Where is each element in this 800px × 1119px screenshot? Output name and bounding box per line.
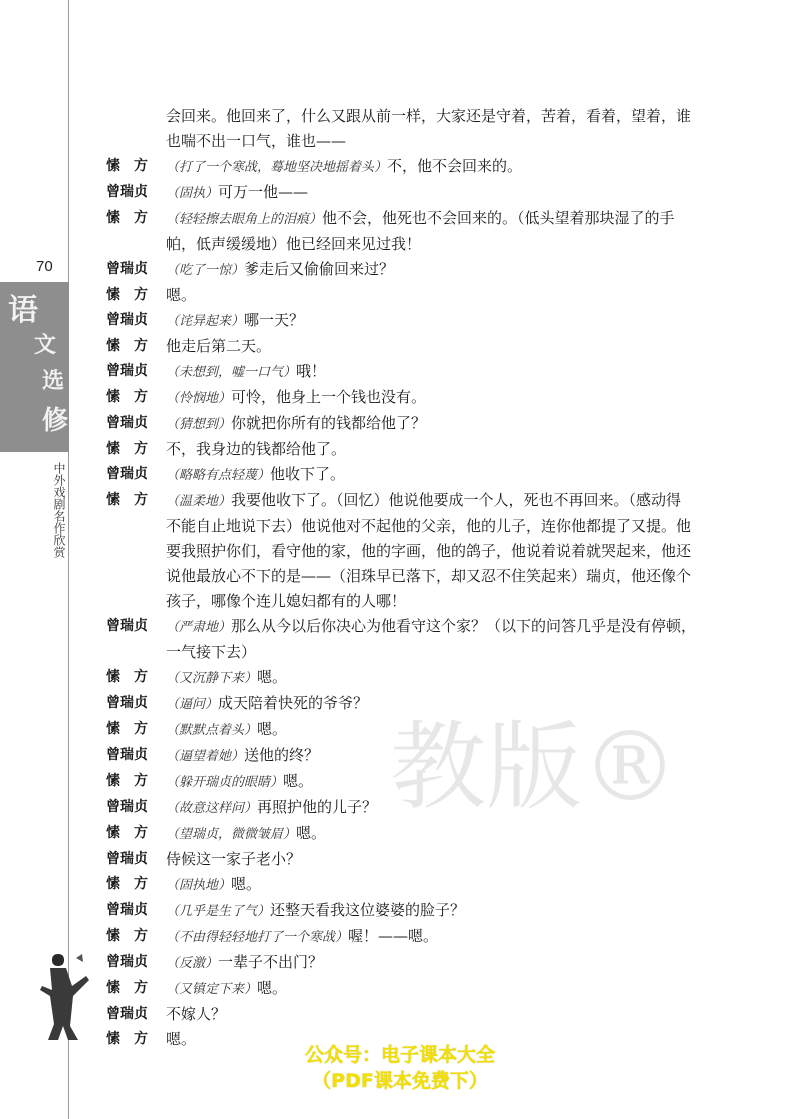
- dialogue-line: [106, 308, 726, 334]
- dialogue-text: [166, 821, 726, 847]
- stage-direction: （固执）: [166, 186, 219, 201]
- stage-direction: （又镇定下来）: [166, 982, 258, 997]
- dialogue-line: [106, 334, 726, 359]
- speaker-name: 曾瑞贞: [106, 799, 148, 815]
- opening-line-1: 会回来。他回来了，什么又跟从前一样，大家还是守着，苦着，看着，望着，谁: [166, 107, 692, 125]
- speaker-name: 愫 方: [106, 287, 148, 303]
- speech: 嗯。: [257, 668, 288, 686]
- speech: 他走后第二天。: [166, 337, 272, 355]
- dialogue-text: [166, 334, 726, 359]
- dialogue-text: [166, 462, 726, 488]
- stage-direction: （略略有点轻蔑）: [166, 468, 271, 483]
- speaker-name: 愫 方: [106, 721, 148, 737]
- dialogue-line: [106, 950, 726, 976]
- speech: 侍候这一家子老小？: [166, 850, 302, 868]
- dialogue-line: [106, 206, 726, 232]
- speech: 嗯。: [166, 1030, 197, 1048]
- speaker-name: 曾瑞贞: [106, 261, 148, 277]
- speech: 喔！——嗯。: [348, 927, 439, 945]
- speech: 我要他收下了。（回忆）他说他要成一个人，死也不再回来。（感动得: [231, 491, 682, 509]
- speech: 可怜，他身上一个钱也没有。: [231, 388, 427, 406]
- speech: 哦！: [296, 362, 327, 380]
- dialogue-line: [106, 411, 726, 437]
- stage-direction: （吃了一惊）: [166, 263, 245, 278]
- speech: 不，我身边的钱都给他了。: [166, 440, 347, 458]
- dialogue-text: [166, 665, 726, 691]
- dialogue-text: [166, 743, 726, 769]
- speech: 嗯。: [257, 979, 288, 997]
- stage-direction: （逼问）: [166, 697, 219, 712]
- dialogue-text: [166, 691, 726, 717]
- stage-direction: （反激）: [166, 956, 219, 971]
- speaker-name: 愫 方: [106, 492, 148, 508]
- continuation-line: 说他最放心不下的是——（泪珠早已落下，却又忍不住笑起来）瑞贞，他还像个: [166, 567, 692, 585]
- dialogue-line: [106, 847, 726, 872]
- speaker-name: 曾瑞贞: [106, 1006, 148, 1022]
- stage-direction: （逼望着她）: [166, 749, 245, 764]
- stage-direction: （躲开瑞贞的眼睛）: [166, 775, 284, 790]
- speaker-name: 愫 方: [106, 669, 148, 685]
- speaker-name: 愫 方: [106, 928, 148, 944]
- speech: 他收下了。: [270, 465, 346, 483]
- tab-char-3: 选: [42, 368, 65, 394]
- dialogue-line: [106, 924, 726, 950]
- dialogue-text: [166, 308, 726, 334]
- script-body: [106, 104, 726, 1052]
- speaker-name: 曾瑞贞: [106, 954, 148, 970]
- dialogue-text: [166, 614, 726, 640]
- dialogue-line: [106, 821, 726, 847]
- dialogue-text: [166, 180, 726, 206]
- dialogue-line: [106, 257, 726, 283]
- speech: 送他的终？: [244, 746, 320, 764]
- speaker-name: 曾瑞贞: [106, 466, 148, 482]
- speaker-name: 愫 方: [106, 389, 148, 405]
- dialogue-line: [106, 283, 726, 308]
- dialogue-line: [106, 385, 726, 411]
- watermark-text: 教版®: [390, 711, 678, 823]
- dialogue-text: [166, 385, 726, 411]
- footer-line-2: （PDF课本免费下）: [312, 1070, 488, 1092]
- speech: 爹走后又偷偷回来过？: [244, 260, 395, 278]
- speech: 一辈子不出门？: [218, 953, 324, 971]
- speaker-name: 曾瑞贞: [106, 851, 148, 867]
- tab-char-4: 修: [42, 406, 69, 436]
- dialogue-line: [106, 976, 726, 1002]
- speaker-name: 曾瑞贞: [106, 618, 148, 634]
- speech: 嗯。: [231, 875, 262, 893]
- dialogue-line: [106, 743, 726, 769]
- speaker-name: 愫 方: [106, 980, 148, 996]
- dialogue-text: [166, 795, 726, 821]
- opening-line-2: 也喘不出一口气，谁也——: [166, 132, 347, 150]
- dialogue-text: [166, 154, 726, 180]
- dialogue-text: [166, 924, 726, 950]
- speech: 他不会，他死也不会回来的。（低头望着那块湿了的手: [322, 209, 675, 227]
- speech: 嗯。: [283, 772, 314, 790]
- dialogue-text: [166, 411, 726, 437]
- stage-direction: （轻轻擦去眼角上的泪痕）: [166, 212, 323, 227]
- dialogue-text: [166, 976, 726, 1002]
- dialogue-text: [166, 872, 726, 898]
- continuation-line: 孩子，哪像个连儿媳妇都有的人哪！: [166, 592, 407, 610]
- speaker-name: 曾瑞贞: [106, 902, 148, 918]
- stage-direction: （猜想到）: [166, 417, 232, 432]
- dialogue-line: [106, 665, 726, 691]
- stage-direction: （几乎是生了气）: [166, 904, 271, 919]
- speaker-name: 愫 方: [106, 210, 148, 226]
- footer-line-1: 公众号：电子课本大全: [304, 1044, 495, 1066]
- dialogue-text: [166, 847, 726, 872]
- stage-direction: （固执地）: [166, 878, 232, 893]
- speech: 嗯。: [296, 824, 327, 842]
- speaker-name: 曾瑞贞: [106, 184, 148, 200]
- book-subtitle: 中外戏剧名作欣赏: [52, 462, 66, 558]
- speaker-name: 愫 方: [106, 773, 148, 789]
- speaker-name: 曾瑞贞: [106, 312, 148, 328]
- continuation-line: 要我照护你们，看守他的家，他的字画，他的鸽子，他说着说着就哭起来，他还: [166, 542, 692, 560]
- stage-direction: （望瑞贞，微微皱眉）: [166, 827, 297, 842]
- book-title-tab: [0, 282, 69, 452]
- speaker-name: 愫 方: [106, 1031, 148, 1047]
- speech: 你就把你所有的钱都给他了？: [231, 414, 427, 432]
- stage-direction: （故意这样问）: [166, 801, 258, 816]
- stage-direction: （又沉静下来）: [166, 671, 258, 686]
- dialogue-text: [166, 950, 726, 976]
- speaker-name: 愫 方: [106, 338, 148, 354]
- dialogue-line: [106, 691, 726, 717]
- speech: 嗯。: [257, 720, 288, 738]
- dialogue-text: [166, 437, 726, 462]
- stage-direction: （怜悯地）: [166, 391, 232, 406]
- stage-direction: （打了一个寒战，蓦地坚决地摇着头）: [166, 160, 388, 175]
- dialogue-line: [106, 154, 726, 180]
- tab-char-2: 文: [34, 332, 57, 358]
- speech: 还整天看我这位婆婆的脸子？: [270, 901, 466, 919]
- continuation-line: 不能自止地说下去）他说他对不起他的父亲，他的儿子，连你他都提了又提。他: [166, 517, 692, 535]
- dialogue-line: [106, 898, 726, 924]
- speaker-name: 愫 方: [106, 825, 148, 841]
- speaker-name: 曾瑞贞: [106, 415, 148, 431]
- speaker-name: 曾瑞贞: [106, 747, 148, 763]
- stage-direction: （默默点着头）: [166, 723, 258, 738]
- performer-figure-icon: [24, 948, 94, 1048]
- dialogue-line: [106, 795, 726, 821]
- dialogue-text: [166, 359, 726, 385]
- dialogue-text: [166, 898, 726, 924]
- dialogue-text: [166, 769, 726, 795]
- dialogue-line: [106, 488, 726, 514]
- speech: 不嫁人？: [166, 1005, 227, 1023]
- dialogue-line: [106, 437, 726, 462]
- speech: 成天陪着快死的爷爷？: [218, 694, 369, 712]
- speaker-name: 愫 方: [106, 441, 148, 457]
- speech: 那么从今以后你决心为他看守这个家？（以下的问答几乎是没有停顿，: [231, 617, 697, 635]
- stage-direction: （温柔地）: [166, 494, 232, 509]
- tab-char-1: 语: [8, 293, 38, 328]
- dialogue-line: [106, 462, 726, 488]
- dialogue-text: [166, 283, 726, 308]
- dialogue-text: [166, 488, 726, 514]
- dialogue-text: [166, 206, 726, 232]
- dialogue-text: [166, 717, 726, 743]
- dialogue-line: [106, 359, 726, 385]
- continuation-line: 一气接下去）: [166, 643, 257, 661]
- speech: 再照护他的儿子？: [257, 798, 378, 816]
- speaker-name: 曾瑞贞: [106, 695, 148, 711]
- continuation-line: 帕，低声缓缓地）他已经回来见过我！: [166, 235, 422, 253]
- dialogue-text: [166, 1002, 726, 1027]
- dialogue-line: [106, 614, 726, 640]
- dialogue-line: [106, 769, 726, 795]
- dialogue-line: [106, 1002, 726, 1027]
- stage-direction: （严肃地）: [166, 620, 232, 635]
- speech: 哪一天？: [244, 311, 305, 329]
- dialogue-line: [106, 717, 726, 743]
- speaker-name: 曾瑞贞: [106, 363, 148, 379]
- stage-direction: （未想到，嘘一口气）: [166, 365, 297, 380]
- stage-direction: （不由得轻轻地打了一个寒战）: [166, 930, 349, 945]
- stage-direction: （诧异起来）: [166, 314, 245, 329]
- speaker-name: 愫 方: [106, 876, 148, 892]
- dialogue-line: [106, 872, 726, 898]
- speech: 不，他不会回来的。: [387, 157, 523, 175]
- speech: 嗯。: [166, 286, 197, 304]
- page-number: 70: [36, 258, 53, 275]
- dialogue-line: [106, 180, 726, 206]
- speech: 可万一他——: [218, 183, 309, 201]
- speaker-name: 愫 方: [106, 158, 148, 174]
- dialogue-text: [166, 257, 726, 283]
